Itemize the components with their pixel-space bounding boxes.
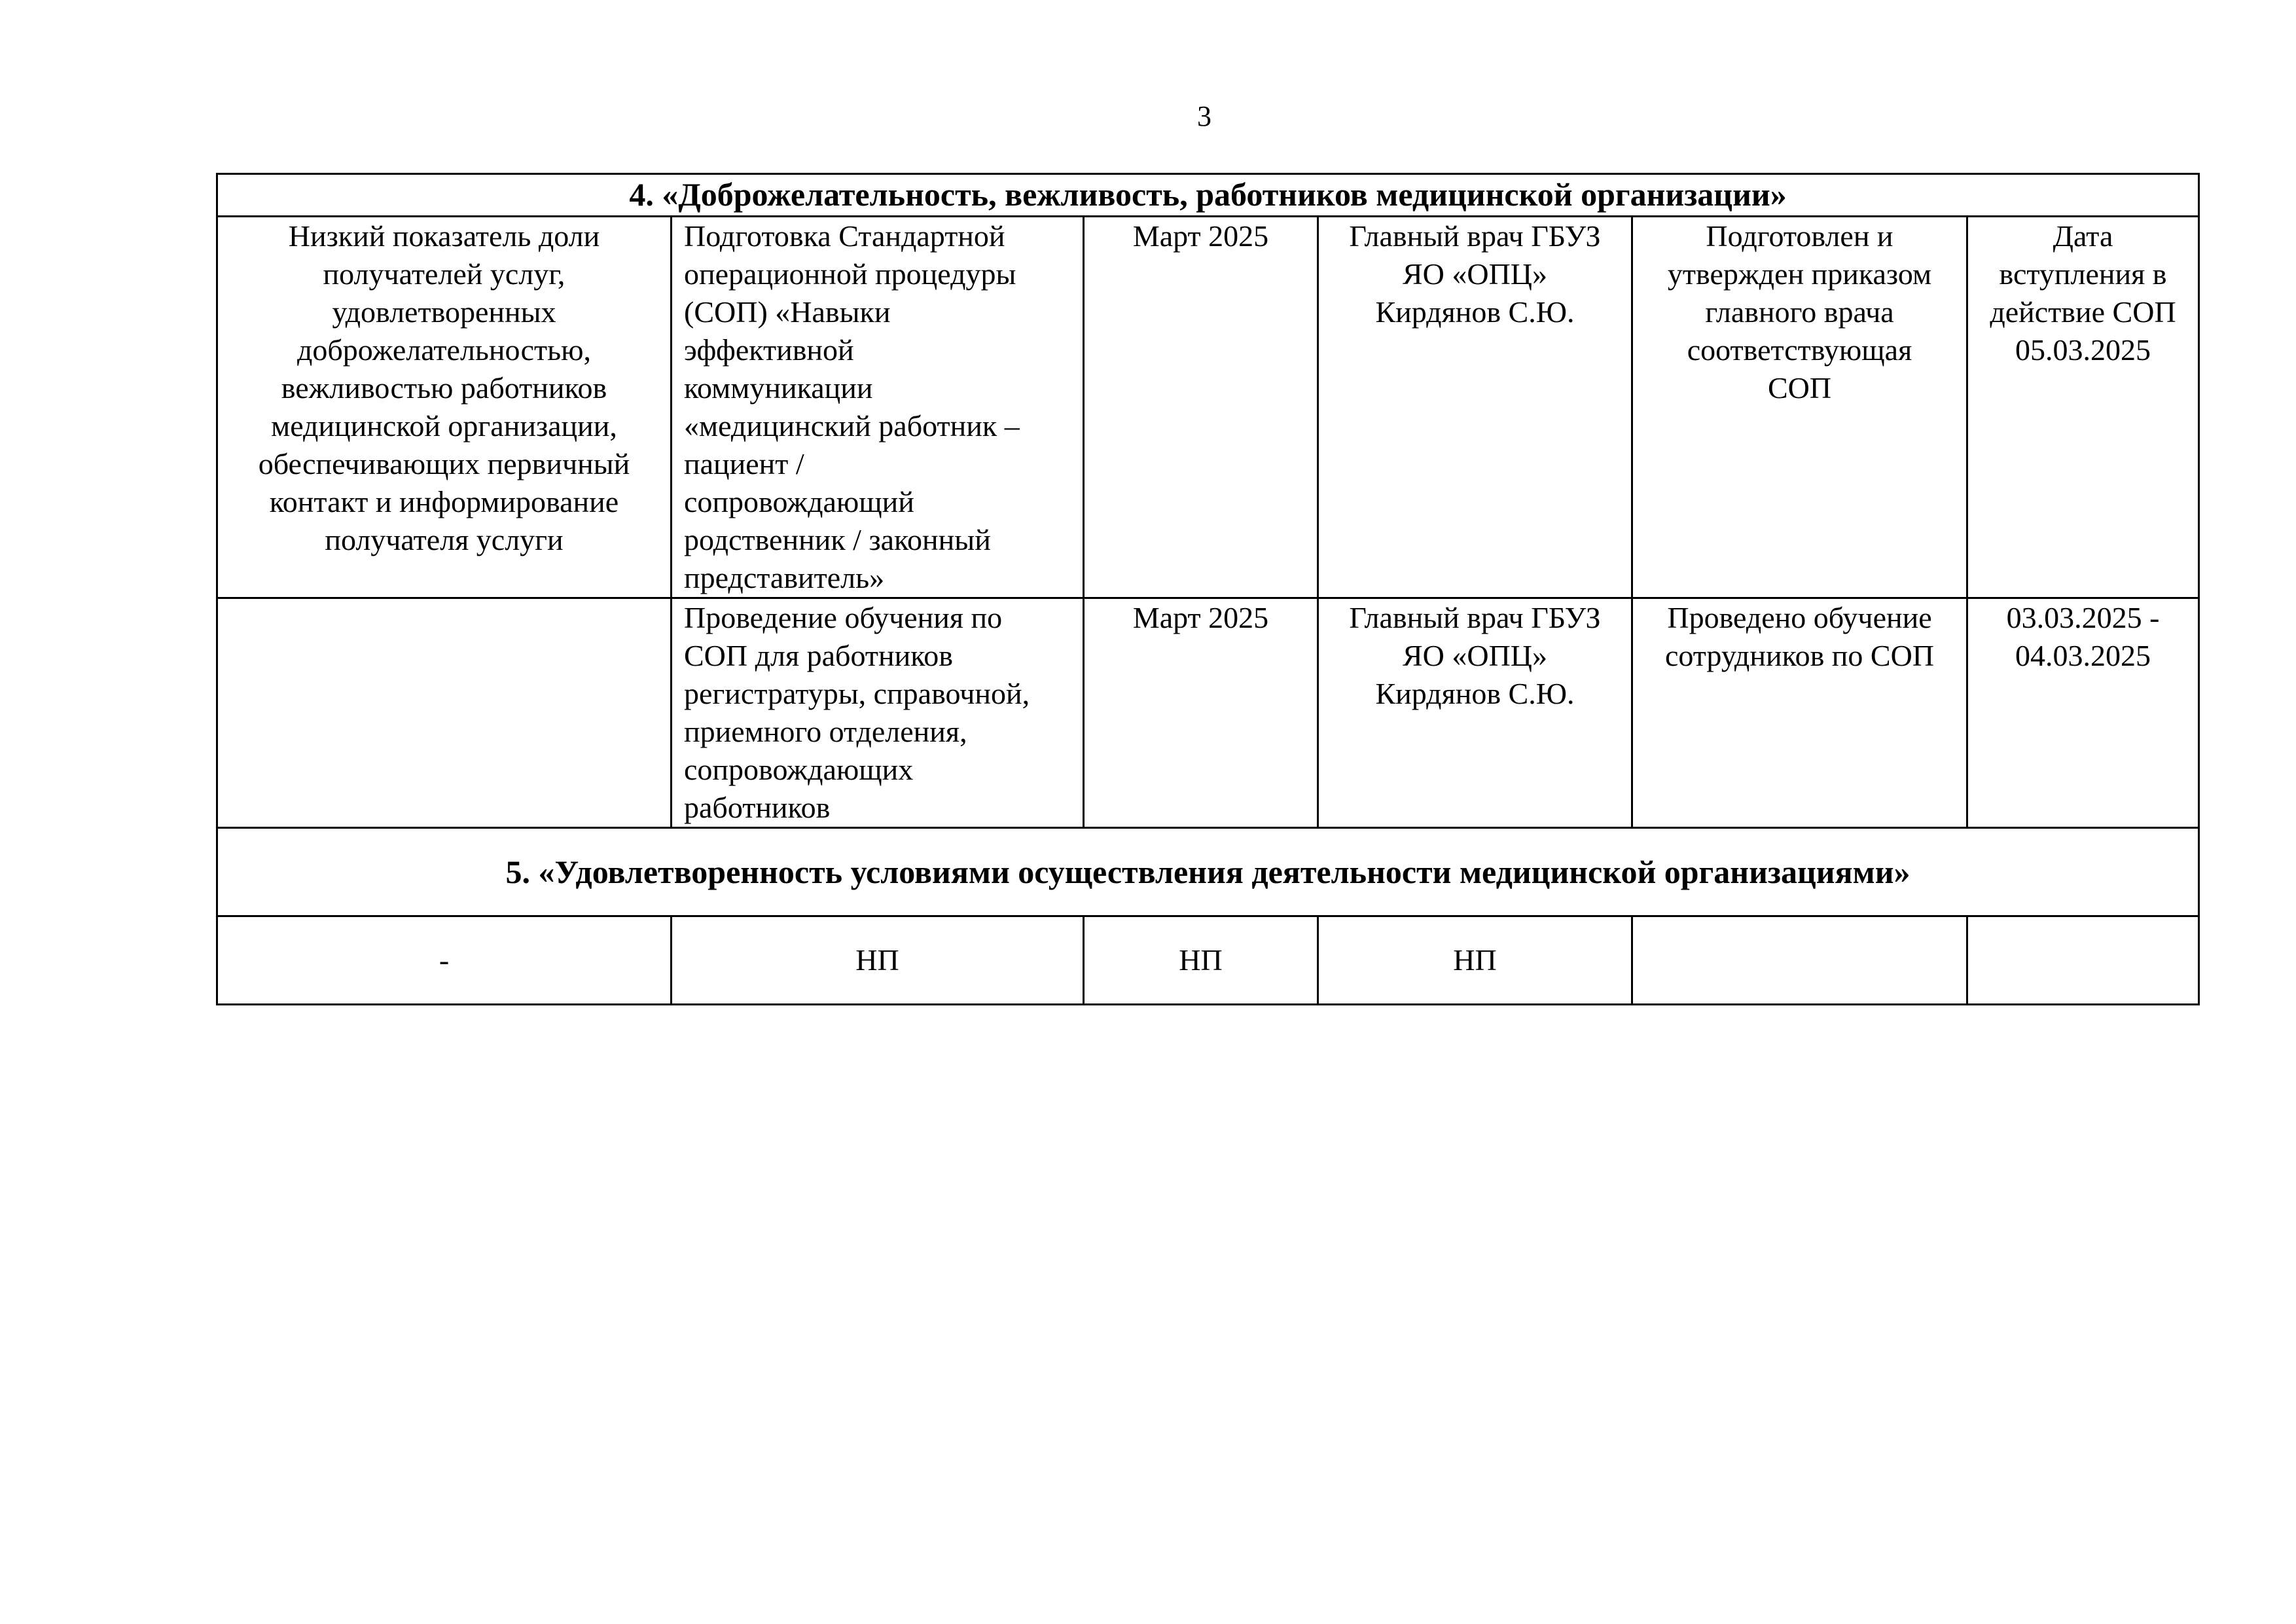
section-5-title: 5. «Удовлетворенность условиями осуществления деятельности медицинской организациями» [217, 828, 2199, 916]
result-cell: Проведено обучение сотрудников по СОП [1632, 598, 1967, 828]
problem-cell [217, 598, 672, 828]
date-cell: 03.03.2025 - 04.03.2025 [1967, 598, 2199, 828]
deadline-cell: Март 2025 [1084, 598, 1318, 828]
problem-cell: - [217, 916, 672, 1005]
result-cell: Подготовлен и утвержден приказом главного врача соответствующая СОП [1632, 217, 1967, 598]
table-row [217, 217, 2199, 598]
section-4-header-row [217, 174, 2199, 217]
section-5-header-row [217, 828, 2199, 916]
measure-cell: НП [672, 916, 1084, 1005]
date-cell: Дата вступления в действие СОП 05.03.2025 [1967, 217, 2199, 598]
responsible-cell: Главный врач ГБУЗ ЯО «ОПЦ» Кирдянов С.Ю. [1318, 217, 1632, 598]
measure-cell: Проведение обучения по СОП для работников регистратуры, справочной, приемного отделения, сопровождающих работников [672, 598, 1084, 828]
deadline-cell: НП [1084, 916, 1318, 1005]
section-4-title: 4. «Доброжелательность, вежливость, работников медицинской организации» [217, 174, 2199, 217]
date-cell [1967, 916, 2199, 1005]
action-plan-table [216, 173, 2200, 1005]
deadline-cell: Март 2025 [1084, 217, 1318, 598]
responsible-cell: Главный врач ГБУЗ ЯО «ОПЦ» Кирдянов С.Ю. [1318, 598, 1632, 828]
responsible-cell: НП [1318, 916, 1632, 1005]
result-cell [1632, 916, 1967, 1005]
measure-cell: Подготовка Стандартной операционной процедуры (СОП) «Навыки эффективной коммуникации «медицинский работник – пациент / сопровождающий родственник / законный представитель» [672, 217, 1084, 598]
page-number: 3 [1197, 100, 1211, 132]
table-row [217, 598, 2199, 828]
problem-cell: Низкий показатель доли получателей услуг, удовлетворенных доброжелательностью, вежливостью работников медицинской организации, обеспечивающих первичный контакт и информирование получателя услуги [217, 217, 672, 598]
table-row [217, 916, 2199, 1005]
